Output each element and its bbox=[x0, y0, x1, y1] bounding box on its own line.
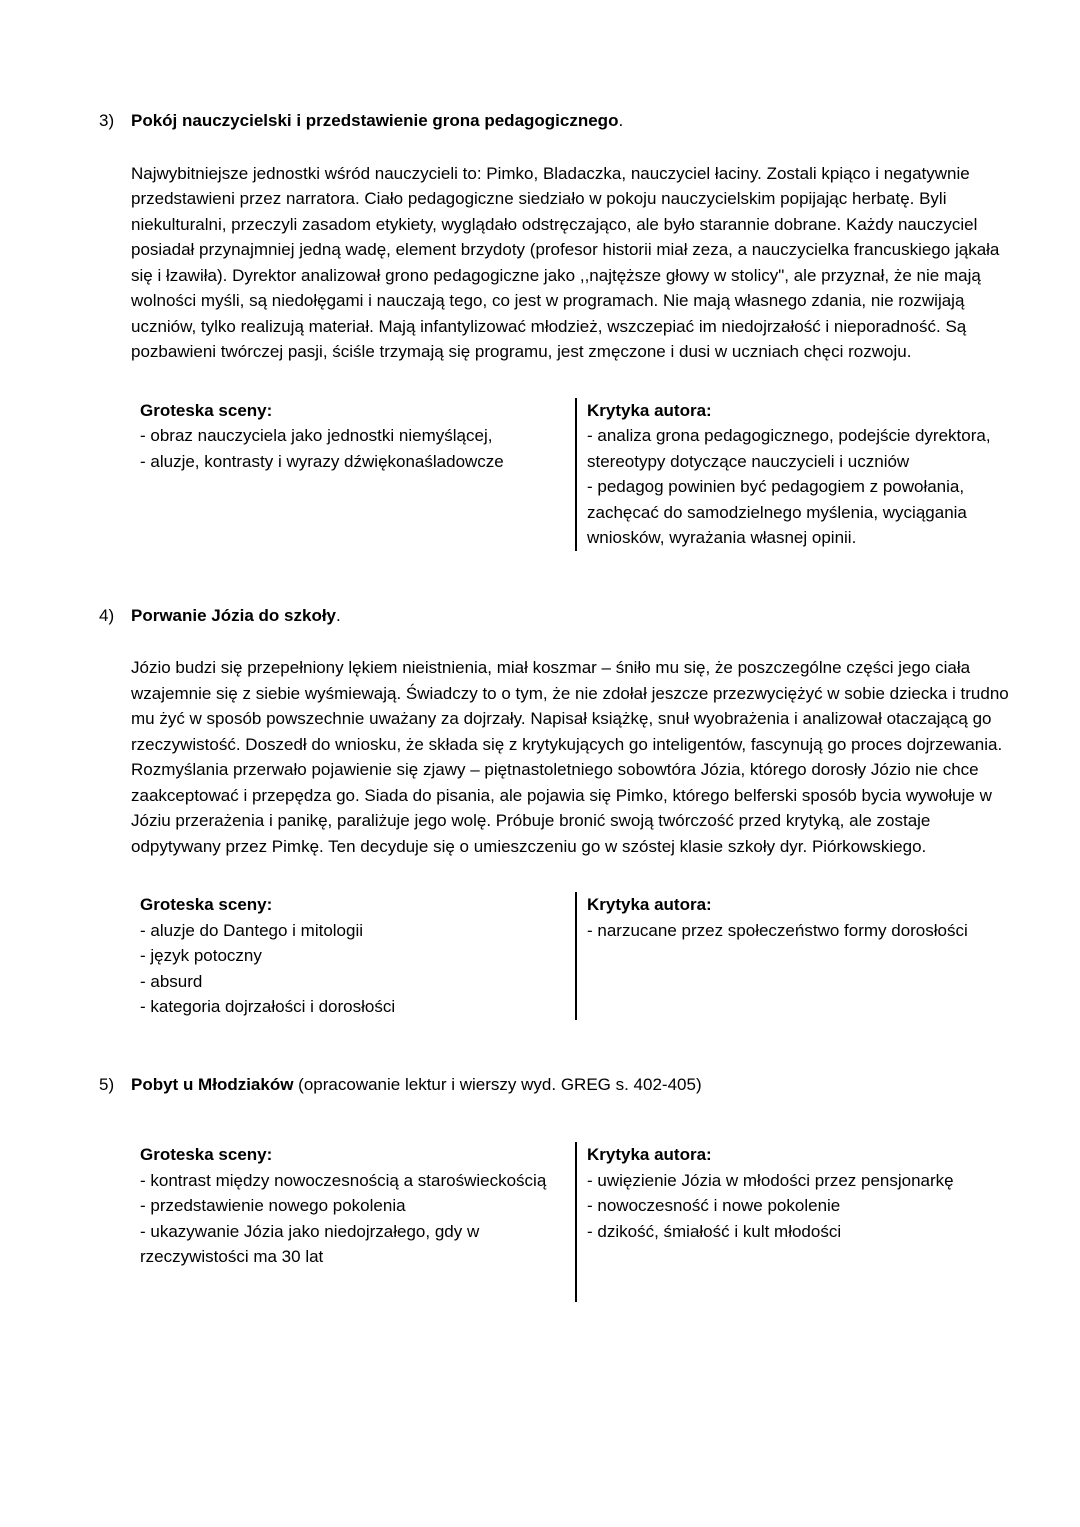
grotesque-column bbox=[140, 398, 565, 551]
list-item: - absurd bbox=[140, 971, 203, 991]
list-item: - język potoczny bbox=[140, 946, 262, 965]
grotesque-header: Groteska sceny: bbox=[140, 895, 273, 914]
critique-header: Krytyka autora: bbox=[587, 400, 712, 420]
critique-header: Krytyka autora: bbox=[587, 895, 712, 914]
section-number: 4) bbox=[99, 605, 115, 625]
list-item: - pedagog powinien być pedagogiem z powołania, zachęcać do samodzielnego myślenia, wyciągania wniosków, wyrażania własnej opinii. bbox=[587, 477, 967, 547]
column-divider bbox=[575, 398, 577, 551]
section-heading-bold: Pokój nauczycielski i przedstawienie grona pedagogicznego bbox=[131, 111, 619, 130]
comparison-table bbox=[140, 1142, 1010, 1302]
critique-column bbox=[587, 398, 1012, 551]
section-heading bbox=[131, 603, 1010, 629]
section-heading-rest: (opracowanie lektur i wierszy wyd. GREG s. 402-405) bbox=[293, 1074, 702, 1094]
section-heading-rest: . bbox=[336, 605, 341, 625]
list-item: - kategoria dojrzałości i dorosłości bbox=[140, 997, 396, 1016]
comparison-table bbox=[140, 892, 1010, 1020]
list-item: - kontrast między nowoczesnością a staroświeckością bbox=[140, 1170, 547, 1190]
list-item: - aluzje, kontrasty i wyrazy dźwiękonaśladowcze bbox=[140, 451, 504, 471]
grotesque-column bbox=[140, 1142, 565, 1302]
list-item: - obraz nauczyciela jako jednostki niemyślącej, bbox=[140, 426, 493, 445]
section-4 bbox=[99, 603, 1010, 1020]
section-number: 3) bbox=[99, 111, 115, 130]
grotesque-header: Groteska sceny: bbox=[140, 1145, 273, 1164]
critique-column bbox=[587, 892, 1012, 1020]
section-heading-rest: . bbox=[618, 111, 624, 130]
section-heading-bold: Porwanie Józia do szkoły bbox=[131, 605, 337, 625]
section-3 bbox=[99, 108, 1010, 551]
section-heading bbox=[131, 108, 1010, 134]
section-paragraph: Najwybitniejsze jednostki wśród nauczycieli to: Pimko, Bladaczka, nauczyciel łaciny. Zostali kpiąco i negatywnie przedstawieni przez narratora. Ciało pedagogiczne siedziało w pokoju nauczycielskim popijając herbatę. Byli niekulturalni, przeczyli zasadom etykiety, wyglądało odstręczająco, ale było starannie dobrane. Każdy nauczyciel posiadał przynajmniej jedną wadę, element brzydoty (profesor historii miał zeza, a nauczycielka francuskiego jąkała się i łzawiła). Dyrektor analizował grono pedagogiczne jako ,,najtęższe głowy w stolicy", ale przyznał, że nie mają wolności myśli, są niedołęgami i nauczają tego, co jest w programach. Nie mają własnego zdania, nie rozwijają uczniów, tylko realizują materiał. Mają infantylizować młodzież, wszczepiać im niedojrzałość i nieporadność. Są pozbawieni twórczej pasji, ściśle trzymają się programu, jest zmęczone i dusi w uczniach chęci rozwoju. bbox=[131, 163, 1000, 361]
comparison-table bbox=[140, 398, 1010, 551]
section-heading-bold: Pobyt u Młodziaków bbox=[131, 1074, 294, 1094]
grotesque-header: Groteska sceny: bbox=[140, 400, 273, 420]
section-heading bbox=[131, 1072, 1010, 1098]
list-item: - narzucane przez społeczeństwo formy dorosłości bbox=[587, 920, 968, 940]
list-item: - uwięzienie Józia w młodości przez pensjonarkę bbox=[587, 1170, 954, 1190]
critique-header: Krytyka autora: bbox=[587, 1145, 712, 1164]
critique-column bbox=[587, 1142, 1012, 1302]
list-item: - ukazywanie Józia jako niedojrzałego, gdy w rzeczywistości ma 30 lat bbox=[140, 1221, 480, 1266]
column-divider bbox=[575, 892, 577, 1020]
section-paragraph: Józio budzi się przepełniony lękiem nieistnienia, miał koszmar – śniło mu się, że poszczególne części jego ciała wzajemnie się z siebie wyśmiewają. Świadczy to o tym, że nie zdołał jeszcze przezwyciężyć w sobie dziecka i trudno mu żyć w sposób powszechnie uważany za dojrzały. Napisał książkę, snuł wyobrażenia i analizował otaczającą go rzeczywistość. Doszedł do wniosku, że składa się z krytykujących go inteligentów, fascynują go proces dojrzewania. Rozmyślania przerwało pojawienie się zjawy – piętnastoletniego sobowtóra Józia, którego dorosły Józio nie chce zaakceptować i przepędza go. Siada do pisania, ale pojawia się Pimko, którego belferski sposób bycia wywołuje w Józiu przerażenia i panikę, paraliżuje jego wolę. Próbuje bronić swoją twórczość przed krytyką, ale zostaje odpytywany przez Pimkę. Ten decyduje się o umieszczeniu go w szóstej klasie szkoły dyr. Piórkowskiego. bbox=[131, 658, 1009, 856]
section-5 bbox=[99, 1072, 1010, 1302]
list-item: - analiza grona pedagogicznego, podejście dyrektora, stereotypy dotyczące nauczycieli i uczniów bbox=[587, 426, 991, 471]
list-item: - dzikość, śmiałość i kult młodości bbox=[587, 1221, 842, 1241]
list-item: - aluzje do Dantego i mitologii bbox=[140, 920, 364, 940]
list-item: - przedstawienie nowego pokolenia bbox=[140, 1196, 406, 1215]
column-divider bbox=[575, 1142, 577, 1302]
grotesque-column bbox=[140, 892, 565, 1020]
section-number: 5) bbox=[99, 1074, 115, 1094]
list-item: - nowoczesność i nowe pokolenie bbox=[587, 1196, 841, 1215]
